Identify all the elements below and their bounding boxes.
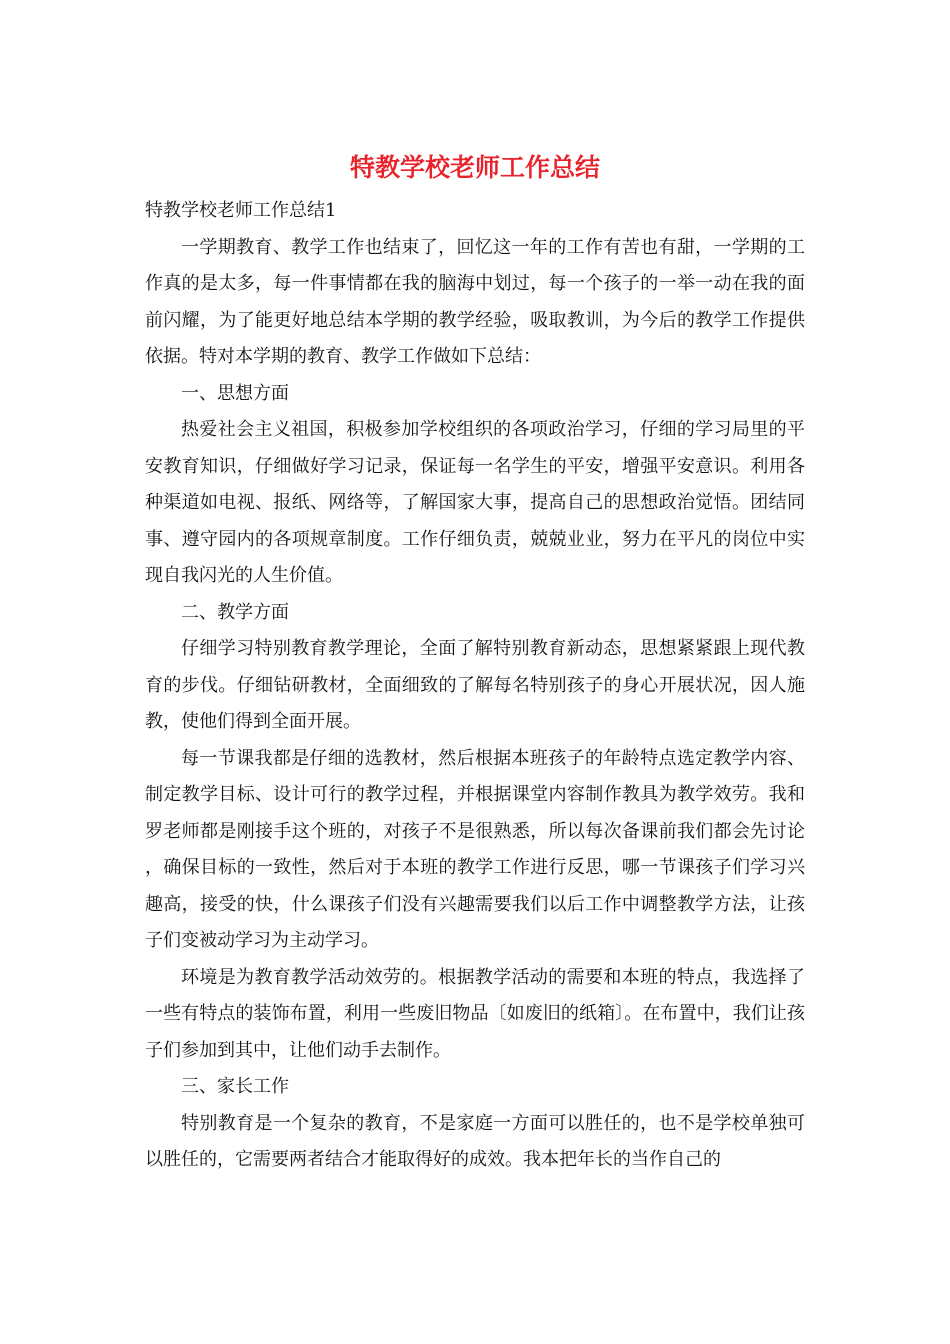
section-heading-1: 特教学校老师工作总结1 [145, 200, 337, 221]
document-body [145, 193, 805, 1179]
paragraph-teaching-2: 每一节课我都是仔细的选教材，然后根据本班孩子的年龄特点选定教学内容、制定教学目标、设计可行的教学过程，并根据课堂内容制作教具为教学效劳。我和罗老师都是刚接手这个班的，对孩子不是很熟悉，所以每次备课前我们都会先讨论，确保目标的一致性，然后对于本班的教学工作进行反思，哪一节课孩子们学习兴趣高，接受的快，什么课孩子们没有兴趣需要我们以后工作中调整教学方法，让孩子们变被动学习为主动学习。 [145, 747, 805, 951]
paragraph-environment: 环境是为教育教学活动效劳的。根据教学活动的需要和本班的特点，我选择了一些有特点的装饰布置，利用一些废旧物品〔如废旧的纸箱〕。在布置中，我们让孩子们参加到其中，让他们动手去制作。 [145, 966, 805, 1061]
subheading-teaching: 二、教学方面 [181, 601, 289, 623]
paragraph-teaching-1: 仔细学习特别教育教学理论，全面了解特别教育新动态，思想紧紧跟上现代教育的步伐。仔细钻研教材，全面细致的了解每名特别孩子的身心开展状况，因人施教，使他们得到全面开展。 [145, 638, 805, 732]
subheading-parents: 三、家长工作 [181, 1076, 289, 1097]
paragraph-thought: 热爱社会主义祖国，积极参加学校组织的各项政治学习，仔细的学习局里的平安教育知识，仔细做好学习记录，保证每一名学生的平安，增强平安意识。利用各种渠道如电视、报纸、网络等，了解国家大事，提高自己的思想政治觉悟。团结同事、遵守园内的各项规章制度。工作仔细负责，兢兢业业，努力在平凡的岗位中实现自我闪光的人生价值。 [145, 419, 805, 586]
subheading-thought: 一、思想方面 [181, 382, 289, 404]
document-title: 特教学校老师工作总结 [349, 153, 600, 182]
paragraph-parents: 特别教育是一个复杂的教育，不是家庭一方面可以胜任的，也不是学校单独可以胜任的，它需要两者结合才能取得好的成效。我本把年长的当作自己的 [145, 1112, 805, 1170]
paragraph-intro: 一学期教育、教学工作也结束了，回忆这一年的工作有苦也有甜，一学期的工作真的是太多，每一件事情都在我的脑海中划过，每一个孩子的一举一动在我的面前闪耀，为了能更好地总结本学期的教学经验，吸取教训，为今后的教学工作提供依据。特对本学期的教育、教学工作做如下总结： [145, 236, 805, 367]
